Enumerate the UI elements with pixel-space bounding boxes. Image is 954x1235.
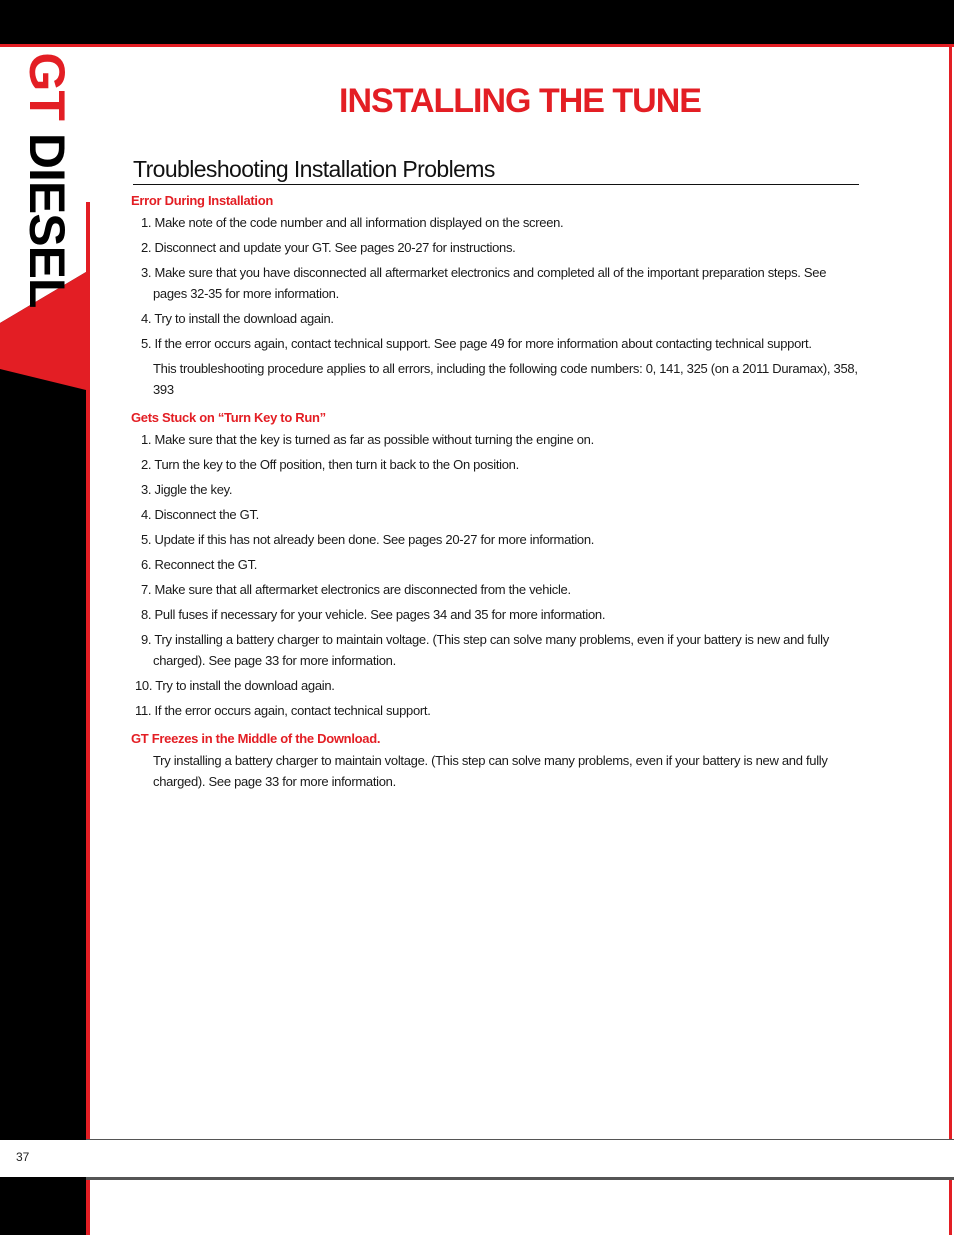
- sub-heading: Error During Installation: [131, 193, 274, 208]
- section-stuck-turn-key: [131, 410, 861, 721]
- next-page-right-line: [949, 1180, 952, 1235]
- list-item: 7. Make sure that all aftermarket electronics are disconnected from the vehicle.: [141, 582, 571, 597]
- list-item: 3. Make sure that you have disconnected all aftermarket electronics and completed all of the important preparation steps. See pages 32-35 for more information.: [141, 265, 827, 301]
- list-item: 5. If the error occurs again, contact technical support. See page 49 for more information about contacting technical support.: [141, 336, 812, 351]
- list-item: 4. Try to install the download again.: [141, 311, 334, 326]
- footer-rule: [86, 1139, 954, 1140]
- section-gt-freezes: [131, 731, 861, 792]
- list-item: 8. Pull fuses if necessary for your vehicle. See pages 34 and 35 for more information.: [141, 607, 606, 622]
- right-accent-line: [949, 47, 952, 1140]
- list-item: 3. Jiggle the key.: [141, 482, 233, 497]
- page-title: INSTALLING THE TUNE: [339, 82, 701, 120]
- brand-gt: GT: [19, 52, 75, 120]
- list-item: 5. Update if this has not already been done. See pages 20-27 for more information.: [141, 532, 595, 547]
- list-item: 2. Turn the key to the Off position, then turn it back to the On position.: [141, 457, 519, 472]
- sidebar-red-edge: [86, 202, 90, 1140]
- step-list: [131, 212, 861, 354]
- page-number: 37: [16, 1150, 30, 1164]
- note: This troubleshooting procedure applies to all errors, including the following code numbers: 0, 141, 325 (on a 2011 Duramax), 358, 393: [153, 361, 858, 397]
- list-item: 1. Make note of the code number and all information displayed on the screen.: [141, 215, 564, 230]
- list-item: 1. Make sure that the key is turned as far as possible without turning the engine on.: [141, 432, 594, 447]
- list-item: 6. Reconnect the GT.: [141, 557, 258, 572]
- list-item: 10. Try to install the download again.: [135, 678, 335, 693]
- sub-heading: GT Freezes in the Middle of the Download.: [131, 731, 381, 746]
- next-page-red-edge: [86, 1177, 90, 1235]
- next-page-top-line: [86, 1177, 954, 1180]
- brand-logo: [19, 52, 75, 308]
- content: [131, 193, 861, 792]
- section-error-during-installation: [131, 193, 861, 400]
- section-title: Troubleshooting Installation Problems: [133, 156, 859, 185]
- list-item: 11. If the error occurs again, contact technical support.: [135, 703, 431, 718]
- next-page-band: [0, 1177, 954, 1235]
- header-bar: [0, 0, 954, 44]
- list-item: 9. Try installing a battery charger to maintain voltage. (This step can solve many problems, even if your battery is new and fully charged). See page 33 for more information.: [141, 632, 829, 668]
- next-page-black-panel: [0, 1177, 86, 1235]
- list-item: 2. Disconnect and update your GT. See pages 20-27 for instructions.: [141, 240, 516, 255]
- sub-heading: Gets Stuck on “Turn Key to Run”: [131, 410, 326, 425]
- list-item: 4. Disconnect the GT.: [141, 507, 259, 522]
- brand-diesel: DIESEL: [19, 132, 75, 308]
- note: Try installing a battery charger to maintain voltage. (This step can solve many problems, even if your battery is new and fully charged). See page 33 for more information.: [153, 753, 828, 789]
- step-list: [131, 429, 861, 721]
